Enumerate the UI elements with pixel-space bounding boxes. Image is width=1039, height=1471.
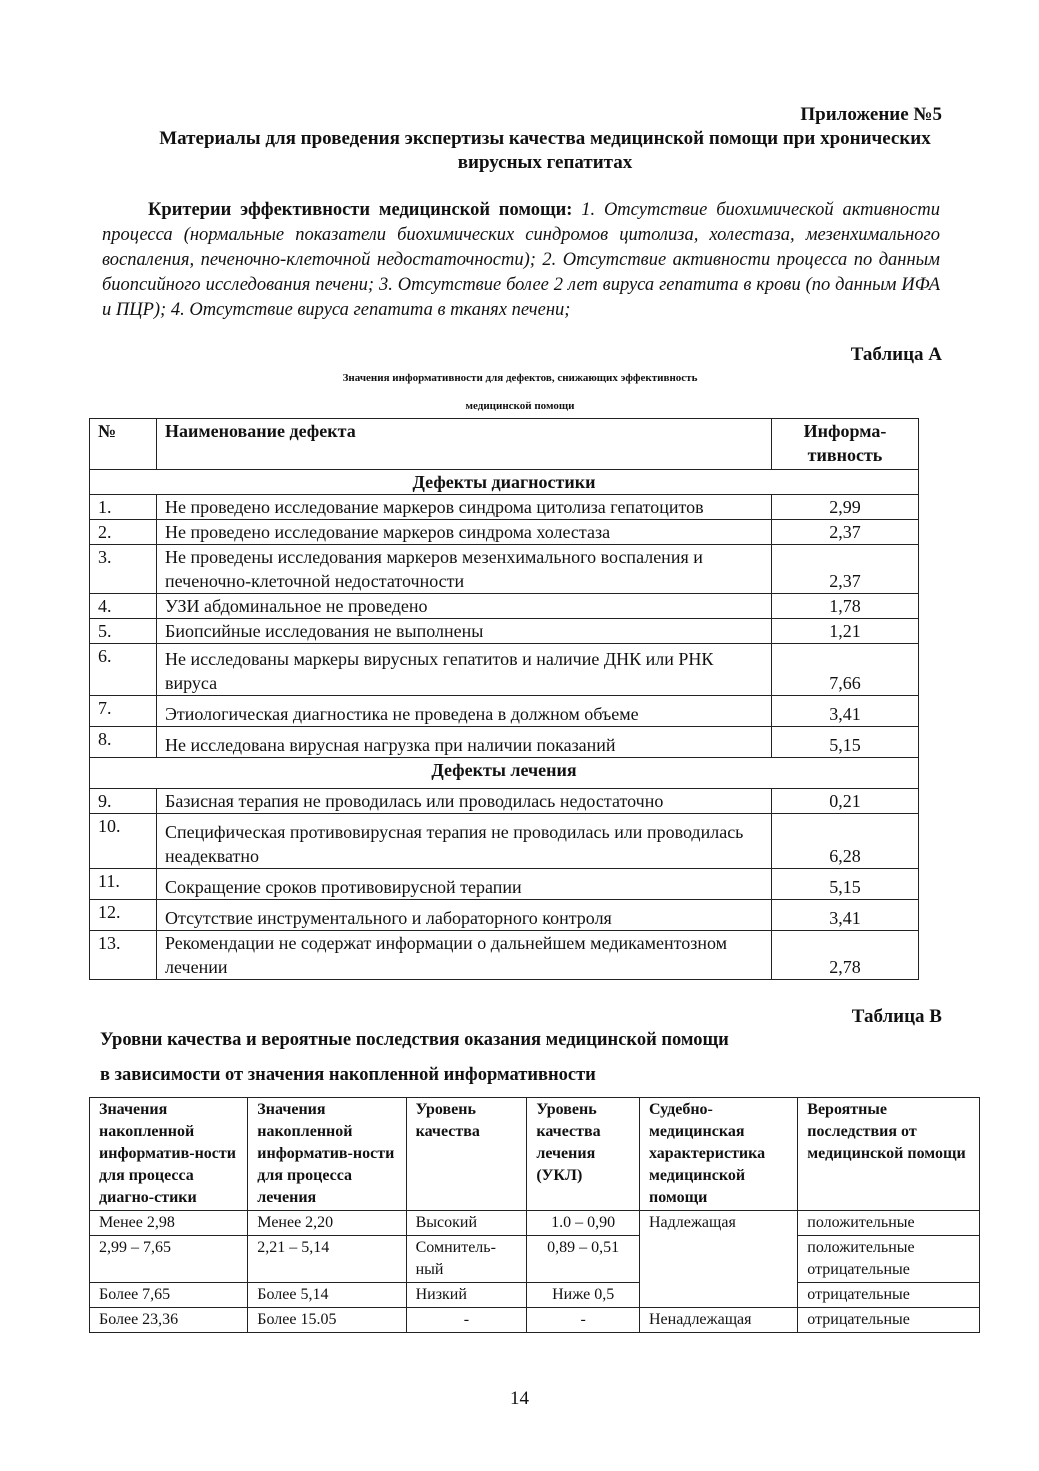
cell-diagnostics: Более 23,36 bbox=[90, 1308, 248, 1333]
cell-consequence: отрицательные bbox=[798, 1283, 980, 1308]
row-num: 2. bbox=[90, 520, 157, 545]
section-diagnostics: Дефекты диагностики bbox=[90, 470, 919, 495]
document-title: Материалы для проведения экспертизы качества медицинской помощи при хронических вирусных гепатитах bbox=[159, 128, 931, 173]
row-value: 2,99 bbox=[772, 495, 919, 520]
row-defect: Базисная терапия не проводилась или проводилась недостаточно bbox=[157, 789, 772, 814]
row-defect: Не проведено исследование маркеров синдрома цитолиза гепатоцитов bbox=[157, 495, 772, 520]
cell-diagnostics: 2,99 – 7,65 bbox=[90, 1236, 248, 1283]
row-num: 7. bbox=[90, 696, 157, 727]
row-value: 2,78 bbox=[772, 931, 919, 980]
table-row bbox=[90, 619, 919, 644]
header-treatment-informativeness: Значения накопленной информатив-ности для процесса лечения bbox=[248, 1098, 406, 1211]
table-b-label: Таблица В bbox=[851, 1006, 942, 1027]
table-row bbox=[90, 1308, 980, 1333]
section-treatment: Дефекты лечения bbox=[90, 758, 919, 789]
row-value: 5,15 bbox=[772, 727, 919, 758]
page-number: 14 bbox=[510, 1388, 529, 1409]
row-num: 10. bbox=[90, 814, 157, 869]
row-value: 6,28 bbox=[772, 814, 919, 869]
quality-levels-table bbox=[89, 1097, 980, 1333]
header-ukl: Уровень качества лечения (УКЛ) bbox=[527, 1098, 640, 1211]
cell-quality-level: Сомнитель-ный bbox=[406, 1236, 527, 1283]
row-num: 6. bbox=[90, 644, 157, 696]
cell-consequence: положительные bbox=[798, 1211, 980, 1236]
cell-treatment: Более 15.05 bbox=[248, 1308, 406, 1333]
row-defect: УЗИ абдоминальное не проведено bbox=[157, 594, 772, 619]
row-defect: Биопсийные исследования не выполнены bbox=[157, 619, 772, 644]
row-value: 3,41 bbox=[772, 900, 919, 931]
table-row bbox=[90, 696, 919, 727]
row-value: 1,21 bbox=[772, 619, 919, 644]
cell-ukl: 0,89 – 0,51 bbox=[527, 1236, 640, 1283]
table-b-title-line1: Уровни качества и вероятные последствия оказания медицинской помощи bbox=[100, 1030, 729, 1050]
cell-diagnostics: Более 7,65 bbox=[90, 1283, 248, 1308]
header-forensic-characteristic: Судебно-медицинская характеристика медицинской помощи bbox=[639, 1098, 797, 1211]
table-row bbox=[90, 520, 919, 545]
table-row bbox=[90, 594, 919, 619]
cell-treatment: Менее 2,20 bbox=[248, 1211, 406, 1236]
defects-table bbox=[89, 418, 919, 980]
table-b-title-line2: в зависимости от значения накопленной информативности bbox=[100, 1065, 596, 1085]
cell-ukl: 1.0 – 0,90 bbox=[527, 1211, 640, 1236]
row-num: 11. bbox=[90, 869, 157, 900]
table-row bbox=[90, 814, 919, 869]
row-defect: Не проведено исследование маркеров синдрома холестаза bbox=[157, 520, 772, 545]
row-value: 1,78 bbox=[772, 594, 919, 619]
cell-consequence: отрицательные bbox=[798, 1308, 980, 1333]
row-defect: Не исследована вирусная нагрузка при наличии показаний bbox=[157, 727, 772, 758]
section-row bbox=[90, 470, 919, 495]
cell-diagnostics: Менее 2,98 bbox=[90, 1211, 248, 1236]
cell-treatment: 2,21 – 5,14 bbox=[248, 1236, 406, 1283]
row-num: 1. bbox=[90, 495, 157, 520]
row-num: 3. bbox=[90, 545, 157, 594]
section-row bbox=[90, 758, 919, 789]
row-defect: Специфическая противовирусная терапия не проводилась или проводилась неадекватно bbox=[157, 814, 772, 869]
table-row bbox=[90, 869, 919, 900]
criteria-text: 1. Отсутствие биохимической активности процесса (нормальные показатели биохимических синдромов цитолиза, холестаза, мезенхимального воспаления, печеночно-клеточной недостаточности); 2. Отсутствие активности процесса по данным биопсийного исследования печени; 3. Отсутствие более 2 лет вируса гепатита в крови (по данным ИФА и ПЦР); 4. Отсутствие вируса гепатита в тканях печени; bbox=[102, 200, 940, 320]
row-value: 5,15 bbox=[772, 869, 919, 900]
table-a-caption-line2: медицинской помощи bbox=[465, 400, 575, 412]
cell-ukl: Ниже 0,5 bbox=[527, 1283, 640, 1308]
table-header-row bbox=[90, 419, 919, 470]
cell-ukl: - bbox=[527, 1308, 640, 1333]
criteria-paragraph bbox=[102, 198, 940, 323]
header-defect-name: Наименование дефекта bbox=[157, 419, 772, 470]
row-num: 4. bbox=[90, 594, 157, 619]
row-defect: Отсутствие инструментального и лабораторного контроля bbox=[157, 900, 772, 931]
header-diagnostics-informativeness: Значения накопленной информатив-ности для процесса диагно-стики bbox=[90, 1098, 248, 1211]
criteria-label: Критерии эффективности медицинской помощи: bbox=[148, 200, 573, 220]
header-quality-level: Уровень качества bbox=[406, 1098, 527, 1211]
cell-quality-level: - bbox=[406, 1308, 527, 1333]
row-defect: Не проведены исследования маркеров мезенхимального воспаления и печеночно-клеточной недостаточности bbox=[157, 545, 772, 594]
row-defect: Этиологическая диагностика не проведена в должном объеме bbox=[157, 696, 772, 727]
cell-forensic: Ненадлежащая bbox=[639, 1308, 797, 1333]
row-num: 12. bbox=[90, 900, 157, 931]
table-row bbox=[90, 900, 919, 931]
header-informativeness: Информа-тивность bbox=[772, 419, 919, 470]
row-defect: Сокращение сроков противовирусной терапии bbox=[157, 869, 772, 900]
cell-quality-level: Высокий bbox=[406, 1211, 527, 1236]
cell-quality-level: Низкий bbox=[406, 1283, 527, 1308]
table-row bbox=[90, 1283, 980, 1308]
cell-treatment: Более 5,14 bbox=[248, 1283, 406, 1308]
row-num: 8. bbox=[90, 727, 157, 758]
row-num: 13. bbox=[90, 931, 157, 980]
table-a-caption bbox=[200, 364, 840, 420]
table-row bbox=[90, 789, 919, 814]
header-num: № bbox=[90, 419, 157, 470]
row-value: 2,37 bbox=[772, 520, 919, 545]
table-a-label: Таблица А bbox=[850, 344, 942, 365]
table-row bbox=[90, 644, 919, 696]
table-a-caption-line1: Значения информативности для дефектов, снижающих эффективность bbox=[342, 372, 698, 384]
table-row bbox=[90, 545, 919, 594]
row-num: 9. bbox=[90, 789, 157, 814]
row-value: 7,66 bbox=[772, 644, 919, 696]
cell-forensic: Надлежащая bbox=[639, 1211, 797, 1308]
table-row bbox=[90, 495, 919, 520]
header-consequences: Вероятные последствия от медицинской помощи bbox=[798, 1098, 980, 1211]
table-row bbox=[90, 931, 919, 980]
row-value: 2,37 bbox=[772, 545, 919, 594]
table-row bbox=[90, 1236, 980, 1283]
row-value: 0,21 bbox=[772, 789, 919, 814]
row-defect: Не исследованы маркеры вирусных гепатитов и наличие ДНК или РНК вируса bbox=[157, 644, 772, 696]
row-defect: Рекомендации не содержат информации о дальнейшем медикаментозном лечении bbox=[157, 931, 772, 980]
row-num: 5. bbox=[90, 619, 157, 644]
appendix-label: Приложение №5 bbox=[800, 104, 942, 125]
table-row bbox=[90, 727, 919, 758]
row-value: 3,41 bbox=[772, 696, 919, 727]
cell-consequence: положительные отрицательные bbox=[798, 1236, 980, 1283]
table-header-row bbox=[90, 1098, 980, 1211]
table-row bbox=[90, 1211, 980, 1236]
